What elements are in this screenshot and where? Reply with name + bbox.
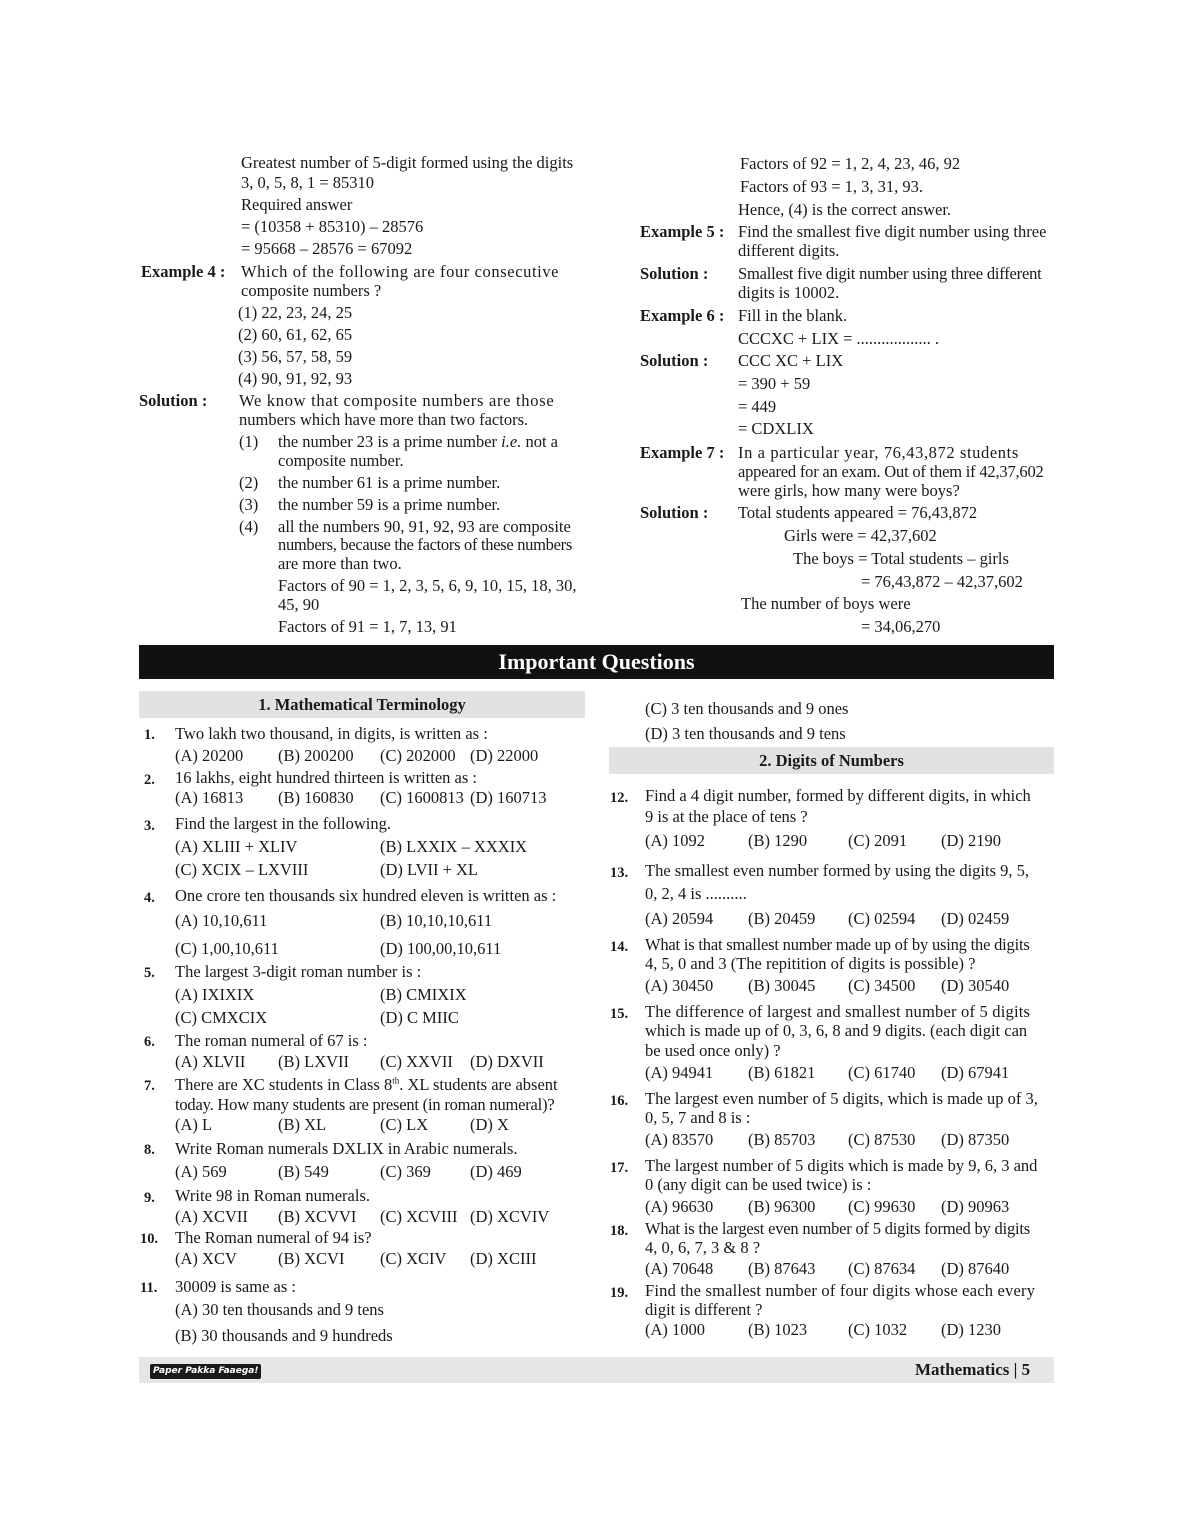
question-number: 10. [140,1231,159,1247]
question-text: What is the largest even number of 5 digits formed by digits [645,1219,1030,1238]
option: (C) 1600813 [380,788,464,807]
option: (A) 20200 [175,746,244,765]
option: (C) XXVII [380,1052,453,1071]
example-4-option: (1) 22, 23, 24, 25 [238,303,353,322]
option: (C) 34500 [848,976,916,995]
question-text: The largest number of 5 digits which is made by 9, 6, 3 and [645,1156,1038,1175]
option: (A) XLIII + XLIV [175,837,298,856]
example-7-text: were girls, how many were boys? [738,481,960,500]
solution-text: Smallest five digit number using three different [738,264,1042,283]
option: (A) 83570 [645,1130,714,1149]
option: (D) X [470,1115,509,1134]
option: (A) XCVII [175,1207,248,1226]
question-text: 4, 0, 6, 7, 3 & 8 ? [645,1238,761,1257]
question-number: 14. [610,939,629,955]
question-number: 18. [610,1223,629,1239]
option: (A) 96630 [645,1197,714,1216]
question-text: 0, 2, 4 is .......... [645,884,747,903]
option: (C) 02594 [848,909,916,928]
solution-text: numbers which have more than two factors. [239,410,529,429]
point-text: composite number. [278,451,404,470]
option: (C) XCVIII [380,1207,458,1226]
option: (B) XL [278,1115,327,1134]
question-text: 30009 is same as : [175,1277,296,1296]
question-text: The roman numeral of 67 is : [175,1031,368,1050]
example-4-option: (3) 56, 57, 58, 59 [238,347,353,366]
solution-label: Solution : [640,264,709,283]
option: (D) LVII + XL [380,860,479,879]
question-text: today. How many students are present (in roman numeral)? [175,1095,555,1114]
footer-subject-page: Mathematics | 5 [915,1360,1031,1379]
point-text: the number 59 is a prime number. [278,495,501,514]
option: (D) 3 ten thousands and 9 tens [645,724,846,743]
option: (C) XCIV [380,1249,447,1268]
question-text: which is made up of 0, 3, 6, 8 and 9 digits. (each digit can [645,1021,1028,1040]
example-4-option: (2) 60, 61, 62, 65 [238,325,353,344]
point-number: (3) [239,495,259,514]
option: (B) XCVI [278,1249,345,1268]
question-number: 16. [610,1093,629,1109]
point-text: the number 23 is a prime number i.e. not a [278,432,558,451]
option: (A) 10,10,611 [175,911,268,930]
option: (B) 30045 [748,976,816,995]
solution-text: = 390 + 59 [738,374,811,393]
question-text-part: There are XC students in Class 8 [175,1075,393,1094]
option: (A) IXIXIX [175,985,255,1004]
question-text: 0 (any digit can be used twice) is : [645,1175,872,1194]
option: (C) CMXCIX [175,1008,268,1027]
option: (D) C MIIC [380,1008,459,1027]
example-6-label: Example 6 : [640,306,725,325]
option: (D) 2190 [941,831,1002,850]
question-text [175,1075,558,1094]
option: (D) XCVIV [470,1207,550,1226]
question-text: be used once only) ? [645,1041,781,1060]
option: (A) 569 [175,1162,227,1181]
question-text: Find the largest in the following. [175,814,392,833]
option: (D) 02459 [941,909,1010,928]
option: (B) 200200 [278,746,354,765]
question-number: 17. [610,1160,629,1176]
point-number: (4) [239,517,259,536]
option: (A) 20594 [645,909,714,928]
question-text: One crore ten thousands six hundred eleven is written as : [175,886,557,905]
section-heading: 1. Mathematical Terminology [139,691,585,718]
question-text-part: . XL students are absent [399,1075,558,1094]
option: (A) 30450 [645,976,714,995]
question-text: The largest even number of 5 digits, which is made up of 3, [645,1089,1038,1108]
solution-text: We know that composite numbers are those [239,391,555,410]
option: (C) 1,00,10,611 [175,939,279,958]
example-7-label: Example 7 : [640,443,725,462]
publisher-logo: Paper Pakka Faaega! [150,1364,261,1379]
point-number: (1) [239,432,259,451]
solution-text: = CDXLIX [738,419,814,438]
option: (B) 549 [278,1162,329,1181]
question-number: 15. [610,1006,629,1022]
option: (D) 22000 [470,746,539,765]
question-text: The difference of largest and smallest number of 5 digits [645,1002,1031,1021]
solution-text: = 76,43,872 – 42,37,602 [861,572,1023,591]
example-7-text: appeared for an exam. Out of them if 42,37,602 [738,462,1044,481]
option: (B) 96300 [748,1197,816,1216]
option: (A) 30 ten thousands and 9 tens [175,1300,384,1319]
question-number: 3. [144,818,155,834]
option: (C) 3 ten thousands and 9 ones [645,699,849,718]
point-text: the number 61 is a prime number. [278,473,501,492]
example-4-question: composite numbers ? [241,281,382,300]
point-text: all the numbers 90, 91, 92, 93 are composite [278,517,571,536]
text-line: Greatest number of 5-digit formed using the digits [241,153,574,172]
option: (A) 1000 [645,1320,706,1339]
example-6-text: CCCXC + LIX = .................. . [738,329,940,348]
option: (A) 1092 [645,831,706,850]
solution-text: The number of boys were [741,594,911,613]
question-text: Find the smallest number of four digits whose each every [645,1281,1036,1300]
question-text: The smallest even number formed by using the digits 9, 5, [645,861,1030,880]
example-5-text: different digits. [738,241,840,260]
question-text: Find a 4 digit number, formed by different digits, in which [645,786,1031,805]
question-text: Write Roman numerals DXLIX in Arabic numerals. [175,1139,518,1158]
question-number: 7. [144,1078,155,1094]
option: (D) 469 [470,1162,522,1181]
option: (D) 87350 [941,1130,1010,1149]
question-text: The Roman numeral of 94 is? [175,1228,372,1247]
question-number: 9. [144,1190,155,1206]
option: (B) 30 thousands and 9 hundreds [175,1326,393,1345]
option: (B) 1023 [748,1320,808,1339]
question-number: 11. [140,1280,158,1296]
solution-text: CCC XC + LIX [738,351,844,370]
example-5-text: Find the smallest five digit number using three [738,222,1047,241]
factors-text: Factors of 92 = 1, 2, 4, 23, 46, 92 [740,154,961,173]
option: (B) 1290 [748,831,808,850]
text-line: Required answer [241,195,353,214]
option: (C) 61740 [848,1063,916,1082]
option: (C) 87530 [848,1130,916,1149]
example-6-text: Fill in the blank. [738,306,848,325]
option: (D) 90963 [941,1197,1010,1216]
text-line: = 95668 – 28576 = 67092 [241,239,413,258]
option: (D) 67941 [941,1063,1010,1082]
factors-text: 45, 90 [278,595,320,614]
question-text: Write 98 in Roman numerals. [175,1186,371,1205]
example-7-text: In a particular year, 76,43,872 students [738,443,1019,462]
example-4-label: Example 4 : [141,262,226,281]
option: (B) LXVII [278,1052,350,1071]
factors-text: Factors of 93 = 1, 3, 31, 93. [740,177,923,196]
example-4-question: Which of the following are four consecutive [241,262,560,281]
option: (B) 10,10,10,611 [380,911,493,930]
option: (D) 30540 [941,976,1010,995]
option: (B) 160830 [278,788,354,807]
option: (D) 100,00,10,611 [380,939,502,958]
question-number: 19. [610,1285,629,1301]
text-line: 3, 0, 5, 8, 1 = 85310 [241,173,375,192]
option: (C) 2091 [848,831,908,850]
option: (B) 20459 [748,909,816,928]
question-text: 4, 5, 0 and 3 (The repitition of digits is possible) ? [645,954,976,973]
question-number: 8. [144,1142,155,1158]
option: (C) 1032 [848,1320,908,1339]
option: (D) 1230 [941,1320,1002,1339]
option: (B) 87643 [748,1259,816,1278]
solution-text: = 34,06,270 [861,617,941,636]
question-number: 13. [610,865,629,881]
factors-text: Factors of 90 = 1, 2, 3, 5, 6, 9, 10, 15, 18, 30, [278,576,577,595]
option: (B) 61821 [748,1063,816,1082]
option: (D) 87640 [941,1259,1010,1278]
question-text: digit is different ? [645,1300,763,1319]
point-text: numbers, because the factors of these numbers [278,535,572,554]
question-text: 16 lakhs, eight hundred thirteen is written as : [175,768,477,787]
question-text: 9 is at the place of tens ? [645,807,808,826]
option: (C) XCIX – LXVIII [175,860,309,879]
option: (C) 202000 [380,746,456,765]
question-text: Two lakh two thousand, in digits, is written as : [175,724,488,743]
solution-text: = 449 [738,397,777,416]
factors-text: Factors of 91 = 1, 7, 13, 91 [278,617,457,636]
option: (A) L [175,1115,213,1134]
section-heading: 2. Digits of Numbers [609,747,1054,774]
question-number: 1. [144,727,155,743]
option: (A) XLVII [175,1052,246,1071]
option: (D) DXVII [470,1052,544,1071]
option: (C) LX [380,1115,429,1134]
option: (A) 70648 [645,1259,714,1278]
option: (C) 369 [380,1162,431,1181]
superscript: th [392,1075,400,1086]
question-text: What is that smallest number made up of by using the digits [645,935,1030,954]
option: (B) 85703 [748,1130,816,1149]
point-text: are more than two. [278,554,402,573]
option: (A) 94941 [645,1063,714,1082]
important-questions-banner: Important Questions [139,645,1054,679]
text-line: = (10358 + 85310) – 28576 [241,217,424,236]
question-number: 5. [144,965,155,981]
question-number: 2. [144,772,155,788]
answer-text: Hence, (4) is the correct answer. [738,200,952,219]
solution-label: Solution : [139,391,208,410]
point-number: (2) [239,473,259,492]
question-number: 6. [144,1034,155,1050]
question-number: 4. [144,890,155,906]
solution-label: Solution : [640,351,709,370]
option: (C) 87634 [848,1259,916,1278]
example-5-label: Example 5 : [640,222,725,241]
question-text: 0, 5, 7 and 8 is : [645,1108,751,1127]
example-4-option: (4) 90, 91, 92, 93 [238,369,353,388]
question-text: The largest 3-digit roman number is : [175,962,422,981]
option: (B) LXXIX – XXXIX [380,837,528,856]
option: (D) XCIII [470,1249,537,1268]
option: (B) XCVVI [278,1207,357,1226]
option: (D) 160713 [470,788,547,807]
solution-text: Total students appeared = 76,43,872 [738,503,978,522]
solution-text: The boys = Total students – girls [793,549,1009,568]
option: (B) CMIXIX [380,985,467,1004]
solution-text: Girls were = 42,37,602 [784,526,937,545]
question-number: 12. [610,790,629,806]
solution-label: Solution : [640,503,709,522]
option: (A) XCV [175,1249,237,1268]
option: (C) 99630 [848,1197,916,1216]
solution-text: digits is 10002. [738,283,840,302]
option: (A) 16813 [175,788,244,807]
